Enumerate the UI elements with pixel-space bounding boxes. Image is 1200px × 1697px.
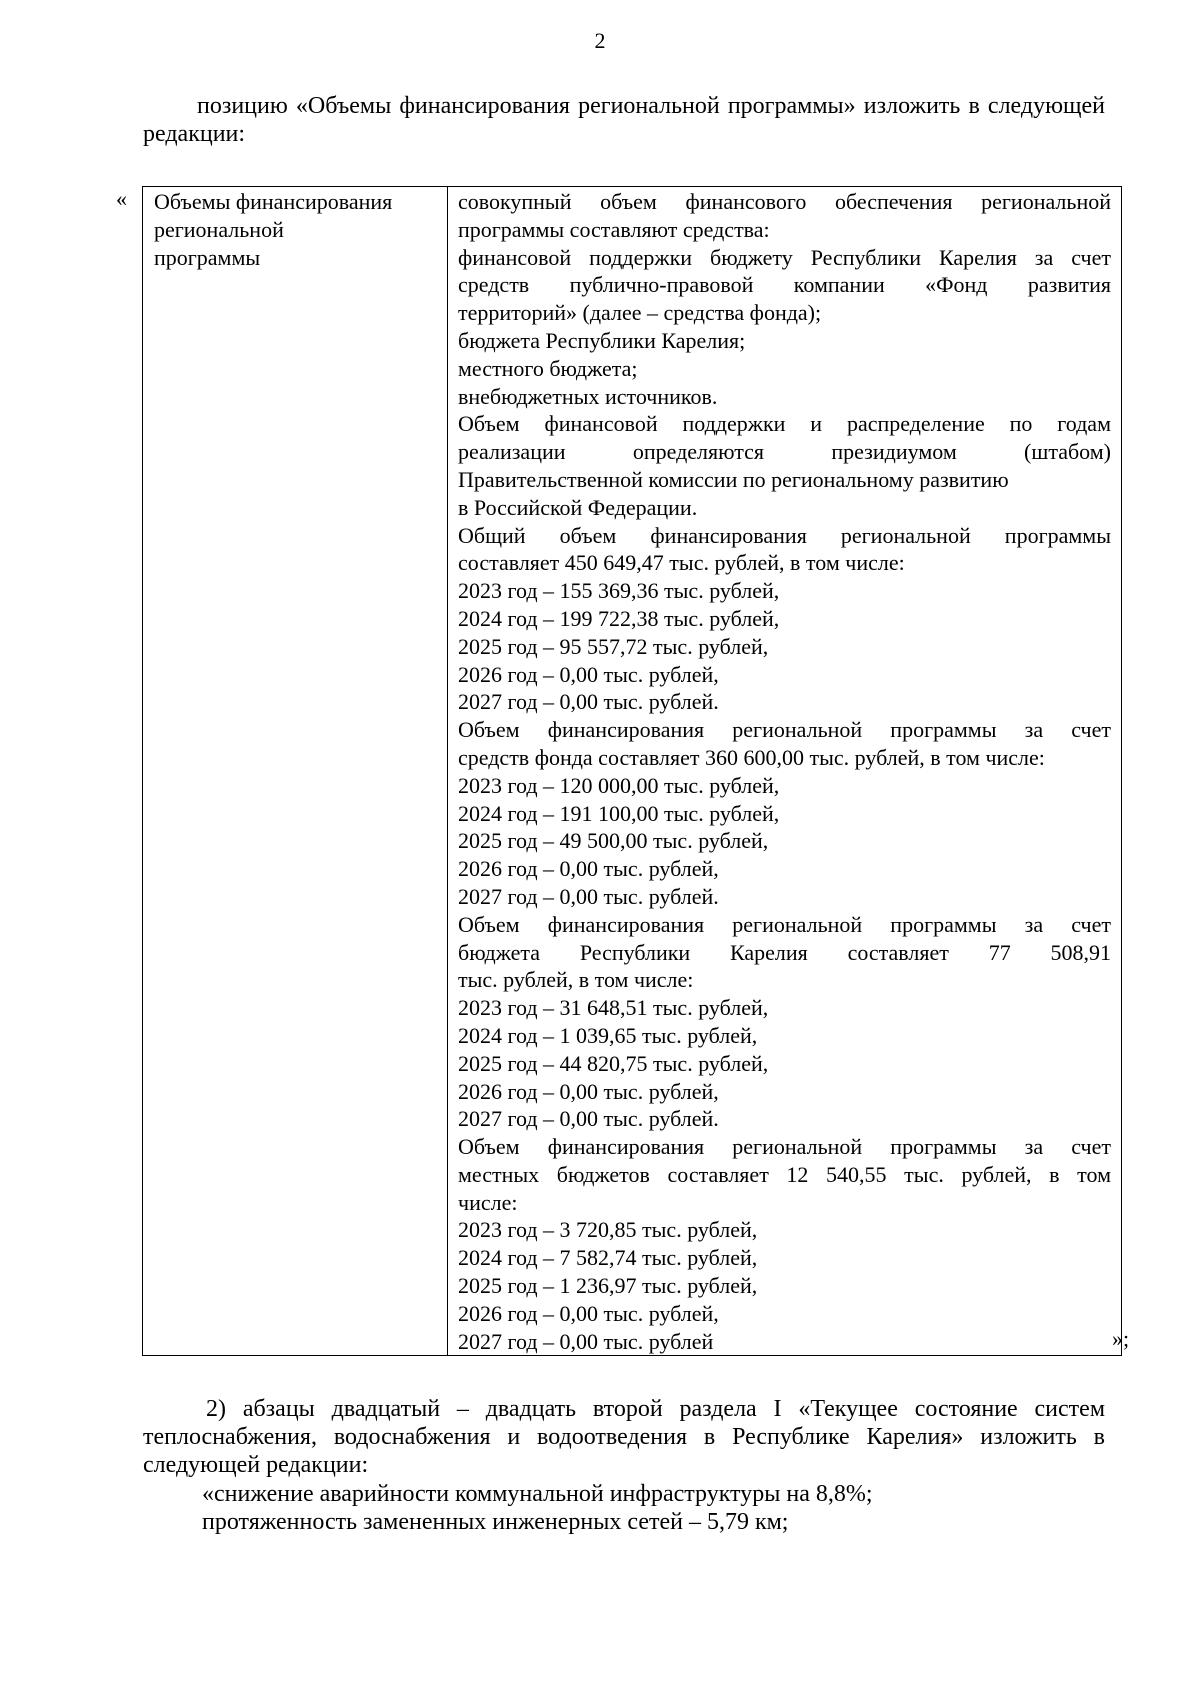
right-cell-line: 2026 год – 0,00 тыс. рублей, [458,661,719,687]
table-row [143,187,1122,1356]
right-cell-line: бюджета Республики Карелия составляет 77 508,91 [458,939,1111,965]
right-cell-line: в Российской Федерации. [458,494,698,520]
right-cell-line: 2024 год – 199 722,38 тыс. рублей, [458,605,780,631]
quoted-line-1: «снижение аварийности коммунальной инфраструктуры на 8,8%; [202,1481,873,1507]
item-2-paragraph: 2) абзацы двадцатый – двадцать второй раздела I «Текущее состояние систем теплоснабжения, водоснабжения и водоотведения в Республике Карелия» изложить в следующей редакции: [143,1396,1105,1478]
right-cell-line: 2023 год – 31 648,51 тыс. рублей, [458,995,769,1021]
right-cell-line: 2026 год – 0,00 тыс. рублей, [458,1078,719,1104]
right-cell-line: 2025 год – 1 236,97 тыс. рублей, [458,1273,758,1299]
right-cell-line: финансовой поддержки бюджету Республики Карелия за счет [458,244,1111,270]
right-cell-line: 2023 год – 120 000,00 тыс. рублей, [458,772,780,798]
intro-paragraph: позицию «Объемы финансирования региональной программы» изложить в следующей редакции: [143,93,1105,147]
right-cell-line: 2027 год – 0,00 тыс. рублей. [458,883,719,909]
financing-table [142,186,1122,1356]
right-cell-line: программы составляют средства: [458,216,770,242]
page-number: 2 [594,28,606,53]
right-cell-line: 2024 год – 7 582,74 тыс. рублей, [458,1245,758,1271]
right-cell-line: 2025 год – 95 557,72 тыс. рублей, [458,633,769,659]
right-cell-line: Объем финансовой поддержки и распределение по годам [458,411,1111,437]
right-cell-line: 2026 год – 0,00 тыс. рублей, [458,1300,719,1326]
right-cell-line: Правительственной комиссии по региональному развитию [458,466,1009,492]
right-cell-line: 2025 год – 49 500,00 тыс. рублей, [458,828,769,854]
table-close-quote: »; [1112,1326,1130,1351]
quoted-line-2: протяженность замененных инженерных сетей – 5,79 км; [202,1509,789,1535]
right-cell-line: 2024 год – 191 100,00 тыс. рублей, [458,800,780,826]
right-cell-line: 2025 год – 44 820,75 тыс. рублей, [458,1050,769,1076]
left-cell-line: программы [154,244,261,270]
right-cell-line: составляет 450 649,47 тыс. рублей, в том числе: [458,550,905,576]
right-cell-line: Объем финансирования региональной программы за счет [458,717,1111,743]
right-cell-line: территорий» (далее – средства фонда); [458,300,822,326]
right-cell-line: бюджета Республики Карелия; [458,327,746,353]
right-cell-line: числе: [458,1189,518,1215]
right-cell-line: 2023 год – 155 369,36 тыс. рублей, [458,578,780,604]
right-cell-line: средств публично-правовой компании «Фонд развития [458,272,1111,298]
right-cell-line: совокупный объем финансового обеспечения региональной [458,189,1111,214]
right-cell-line: Объем финансирования региональной программы за счет [458,1134,1111,1160]
right-cell-line: 2026 год – 0,00 тыс. рублей, [458,856,719,882]
right-cell-line: Объем финансирования региональной программы за счет [458,911,1111,937]
right-cell-line: средств фонда составляет 360 600,00 тыс. рублей, в том числе: [458,744,1045,770]
right-cell-line: 2024 год – 1 039,65 тыс. рублей, [458,1022,758,1048]
table-open-quote: « [116,186,127,211]
position-name-cell [143,187,448,1356]
right-cell-line: внебюджетных источников. [458,383,718,409]
right-cell-line: 2027 год – 0,00 тыс. рублей. [458,1106,719,1132]
right-cell-line: реализации определяются президиумом (штабом) [458,439,1111,465]
right-cell-line: тыс. рублей, в том числе: [458,967,694,993]
left-cell-line: Объемы финансирования [154,189,393,214]
right-cell-line: местного бюджета; [458,355,638,381]
right-cell-line: местных бюджетов составляет 12 540,55 тыс. рублей, в том [458,1161,1111,1187]
right-cell-line: 2027 год – 0,00 тыс. рублей. [458,689,719,715]
position-content-cell [448,187,1122,1356]
left-cell-line: региональной [154,216,284,242]
right-cell-line: 2027 год – 0,00 тыс. рублей [458,1328,714,1354]
right-cell-line: 2023 год – 3 720,85 тыс. рублей, [458,1217,758,1243]
right-cell-line: Общий объем финансирования региональной программы [458,522,1111,548]
